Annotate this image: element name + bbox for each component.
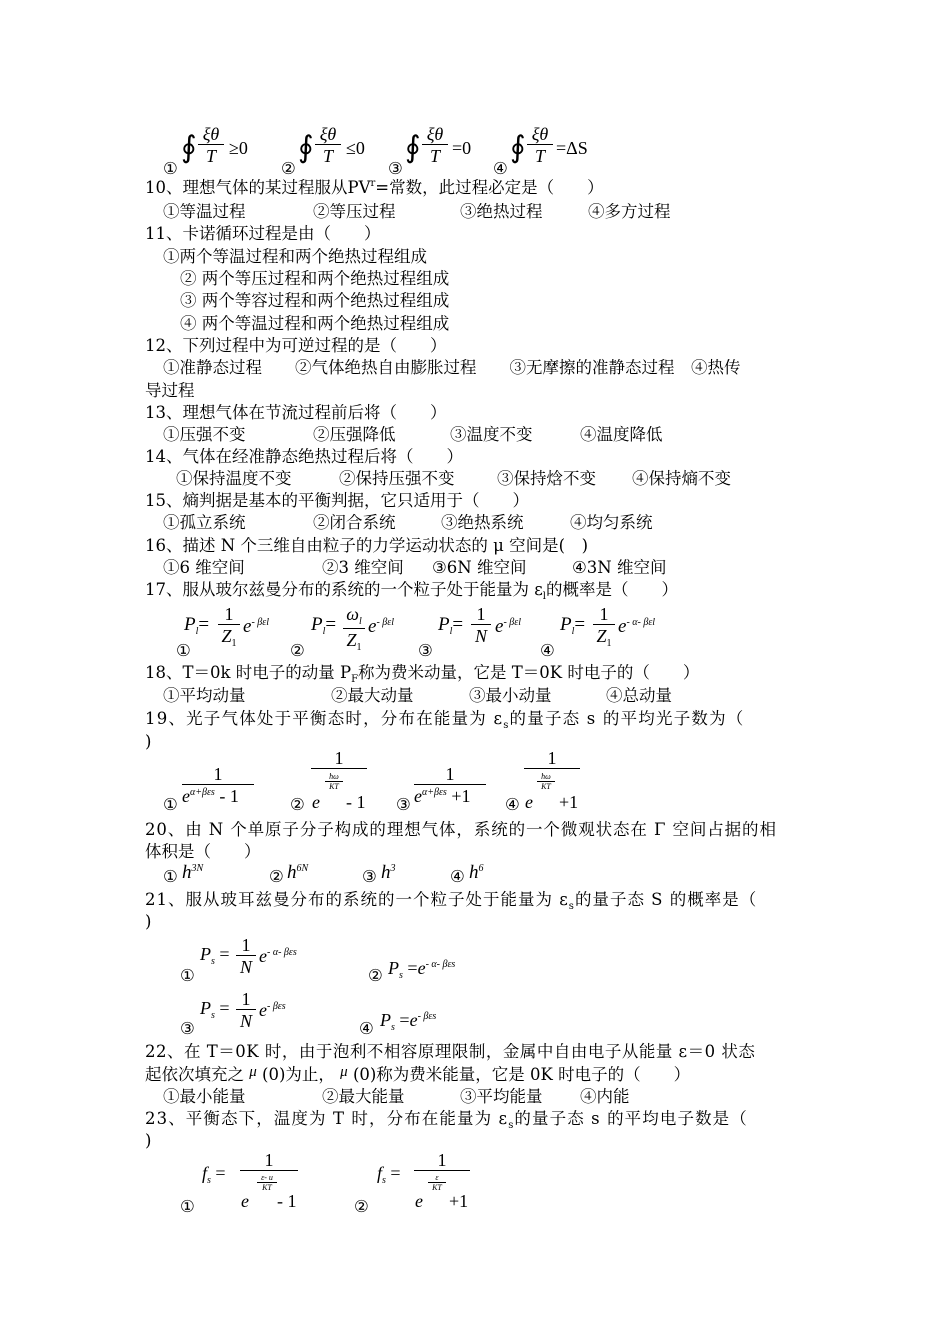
q18-option-3: ③最小动量 [469,686,552,705]
q16-option-3: ③6N 维空间 [432,558,527,577]
q14-option-3: ③保持焓不变 [497,469,596,488]
q21-lhs-2: $P_s =e^{- \alpha- \beta\varepsilon s}$ [388,958,456,981]
q13-option-4: ④温度降低 [580,425,663,444]
q21-lhs-1: $P_s$ = [200,944,230,967]
q13-option-1: ①压强不变 [163,425,246,444]
q19-fraction-2: 1 [311,748,367,769]
q23-option-2-mark: ② [354,1197,369,1216]
q21-option-4-mark: ④ [359,1019,374,1038]
q23-stem-cont: ) [145,1131,152,1150]
q23-base-1: e [241,1191,249,1211]
q9-option-1-mark: ① [163,159,178,178]
q23-exp-2: ε KT [428,1173,446,1192]
q22-stem-cont: 起依次填充之 μ (0)为止， μ (0)称为费米能量，它是 0K 时电子的（ ） [145,1064,691,1084]
closed-integral-icon: ∮ [298,130,314,165]
q17-exp-2: $e^{- \beta\varepsilon l}$ [368,616,394,637]
q22-option-2: ②最大能量 [322,1087,405,1106]
q17-fraction-4: 1 $Z_1$ [593,604,615,651]
q9-fraction-4: ξθ T [527,124,553,167]
q17-fraction-3: 1 N [471,604,491,647]
q15-option-3: ③绝热系统 [441,513,524,532]
q19-tail-2: - 1 [346,792,366,812]
q12-stem: 12、下列过程中为可逆过程的是（ ） [145,336,447,355]
q19-option-3-mark: ③ [396,795,411,814]
q20-option-4-mark: ④ [450,867,465,886]
q17-stem: 17、服从玻尔兹曼分布的系统的一个粒子处于能量为 $\varepsilon_l$的概率是（ ） [145,580,678,602]
q18-option-4: ④总动量 [606,686,672,705]
q11-option-2: ② 两个等压过程和两个绝热过程组成 [180,269,450,288]
q11-stem: 11、卡诺循环过程是由（ ） [145,224,381,243]
q17-fraction-1: 1 $Z_1$ [218,604,240,651]
q16-stem: 16、描述 N 个三维自由粒子的力学运动状态的 μ 空间是( ) [145,536,589,555]
q19-fraction-3: 1 $e^{\alpha+\beta\varepsilon s} +1$ [414,764,486,811]
q17-lhs-2: $P_l=$ [311,614,337,637]
q18-option-1: ①平均动量 [163,686,246,705]
q20-option-2: $h^{6N}$ [287,862,309,883]
q21-exp-3: $e^{- \beta\varepsilon s}$ [259,1000,286,1020]
q14-option-2: ②保持压强不变 [339,469,455,488]
q17-exp-4: $e^{- \alpha- \beta\varepsilon l}$ [618,616,656,637]
q12-options-cont: 导过程 [145,381,195,400]
q10-option-1: ①等温过程 [163,202,246,221]
q11-option-4: ④ 两个等温过程和两个绝热过程组成 [180,314,450,333]
q11-option-3: ③ 两个等容过程和两个绝热过程组成 [180,291,450,310]
q23-lhs-2: $f_s$ = [377,1163,401,1186]
q20-option-3-mark: ③ [362,867,377,886]
q23-exp-1: ε- u KT [257,1173,277,1192]
q9-option-2-mark: ② [281,159,296,178]
q21-option-2-mark: ② [368,966,383,985]
q17-exp-3: $e^{- \beta\varepsilon l}$ [495,616,521,637]
q17-option-4-mark: ④ [540,641,555,660]
q10-option-4: ④多方过程 [588,202,671,221]
q9-fraction-3: ξθ T [422,124,448,167]
q19-fraction-1: 1 $e^{\alpha+\beta\varepsilon s} - 1$ [182,764,254,811]
q16-option-2: ②3 维空间 [322,558,404,577]
q14-stem: 14、气体在经准静态绝热过程后将（ ） [145,447,463,466]
q21-fraction-3: 1 N [236,989,256,1032]
q20-stem: 20、由 N 个单原子分子构成的理想气体，系统的一个微观状态在 Γ 空间占据的相 [145,820,777,839]
q17-option-3-mark: ③ [418,641,433,660]
q19-stem-cont: ) [145,732,152,751]
q18-stem: 18、T＝0k 时电子的动量 $P_F$称为费米动量，它是 T＝0K 时电子的（ ） [145,663,700,685]
q12-options-line: ①准静态过程 ②气体绝热自由膨胀过程 ③无摩擦的准静态过程 ④热传 [163,358,741,377]
q22-stem: 22、在 T＝0K 时，由于泡利不相容原理限制，金属中自由电子从能量 ε＝0 状态 [145,1042,756,1061]
q21-exp-1: $e^{- \alpha- \beta\varepsilon s}$ [259,946,297,966]
q21-fraction-1: 1 N [236,935,256,978]
q17-fraction-2: $\omega_l$ $Z_1$ [343,604,365,655]
q19-option-1-mark: ① [163,795,178,814]
closed-integral-icon: ∮ [510,130,526,165]
q16-option-1: ①6 维空间 [163,558,245,577]
q10-option-3: ③绝热过程 [460,202,543,221]
q10-option-2: ②等压过程 [313,202,396,221]
q23-base-2: e [415,1191,423,1211]
q11-option-1: ①两个等温过程和两个绝热过程组成 [163,247,427,266]
q16-option-4: ④3N 维空间 [572,558,667,577]
q17-lhs-3: $P_l=$ [438,614,464,637]
q10-stem: 10、理想气体的某过程服从$PV^r=$常数，此过程必定是（ ） [145,178,604,197]
q9-option-4-mark: ④ [493,159,508,178]
q18-option-2: ②最大动量 [331,686,414,705]
q21-stem: 21、服从玻耳兹曼分布的系统的一个粒子处于能量为 $\varepsilon_s$的量子态 S 的概率是（ [145,890,758,912]
q9-relation-4: =ΔS [556,138,588,158]
q20-option-1-mark: ① [163,867,178,886]
q21-stem-cont: ) [145,912,152,931]
q13-stem: 13、理想气体在节流过程前后将（ ） [145,403,447,422]
q14-option-1: ①保持温度不变 [176,469,292,488]
q20-option-4: $h^6$ [469,862,484,883]
q15-option-2: ②闭合系统 [313,513,396,532]
q20-option-2-mark: ② [269,867,284,886]
q20-stem-cont: 体积是（ ） [145,842,261,861]
q22-option-3: ③平均能量 [460,1087,543,1106]
q17-lhs-4: $P_l=$ [560,614,586,637]
q13-option-2: ②压强降低 [313,425,396,444]
q19-base-2: e [312,792,320,812]
q17-option-2-mark: ② [290,641,305,660]
q9-fraction-1: ξθ T [198,124,224,167]
q17-option-1-mark: ① [176,641,191,660]
q19-tail-4: +1 [559,792,579,812]
q9-fraction-2: ξθ T [315,124,341,167]
q17-exp-1: $e^{- \beta\varepsilon l}$ [243,616,269,637]
q9-relation-3: =0 [452,138,472,158]
q17-lhs-1: $P_l=$ [184,614,210,637]
q19-exp-4: ħω KT [537,772,555,791]
q19-option-2-mark: ② [290,795,305,814]
q23-tail-1: - 1 [277,1191,297,1211]
q19-base-4: e [525,792,533,812]
q20-option-3: $h^3$ [381,862,396,883]
q20-option-1: $h^{3N}$ [182,862,204,883]
q15-stem: 15、熵判据是基本的平衡判据，它只适用于（ ） [145,491,529,510]
q23-fraction-1: 1 [240,1150,298,1171]
q9-option-3-mark: ③ [388,159,403,178]
q19-exp-2: ħω KT [325,772,343,791]
q21-lhs-4: $P_s =e^{- \beta\varepsilon s}$ [380,1010,437,1033]
q19-stem: 19、光子气体处于平衡态时，分布在能量为 $\varepsilon_s$的量子态 s 的平均光子数为（ [145,709,745,731]
q9-relation-2: ≤0 [346,138,365,158]
closed-integral-icon: ∮ [181,130,197,165]
q21-option-3-mark: ③ [180,1019,195,1038]
q21-option-1-mark: ① [180,966,195,985]
q19-fraction-4: 1 [524,748,580,769]
q23-fraction-2: 1 [414,1150,470,1171]
q23-tail-2: +1 [449,1191,469,1211]
q22-option-1: ①最小能量 [163,1087,246,1106]
q15-option-1: ①孤立系统 [163,513,246,532]
q19-option-4-mark: ④ [505,795,520,814]
q13-option-3: ③温度不变 [450,425,533,444]
q23-option-1-mark: ① [180,1197,195,1216]
q21-lhs-3: $P_s$ = [200,998,230,1021]
q23-stem: 23、平衡态下，温度为 T 时，分布在能量为 $\varepsilon_s$的量子态 s 的平均电子数是（ [145,1109,748,1131]
q15-option-4: ④均匀系统 [570,513,653,532]
closed-integral-icon: ∮ [405,130,421,165]
q9-relation-1: ≥0 [229,138,248,158]
q22-option-4: ④内能 [580,1087,630,1106]
q14-option-4: ④保持熵不变 [632,469,731,488]
q23-lhs-1: $f_s$ = [202,1163,226,1186]
